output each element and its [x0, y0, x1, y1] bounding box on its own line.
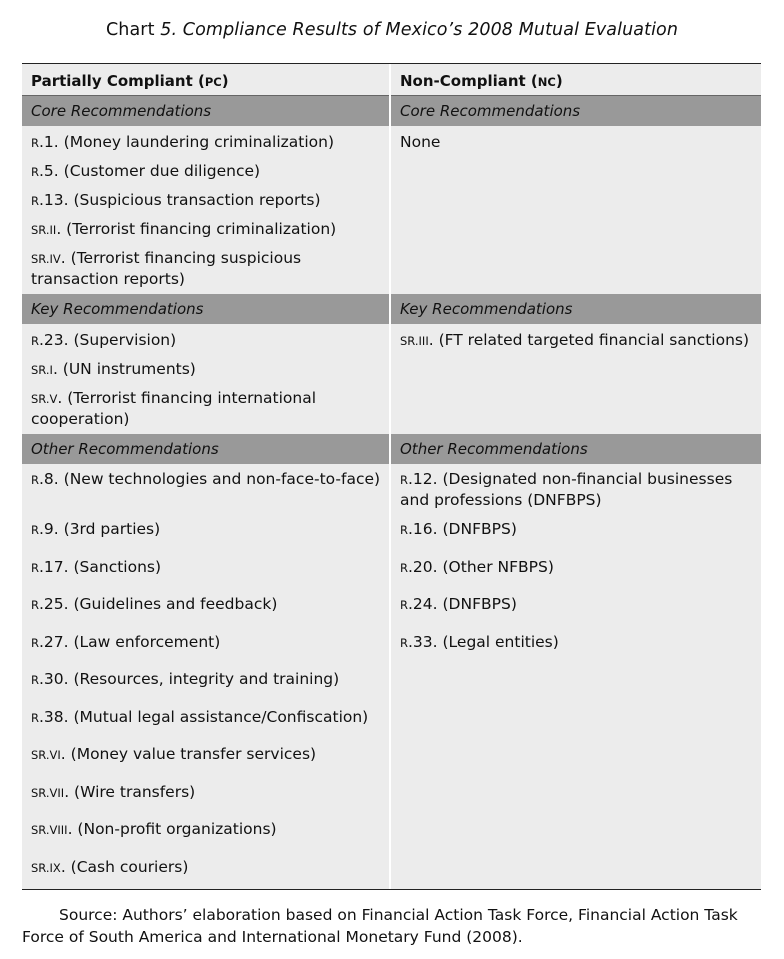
recommendation-text: .1. (Money laundering criminalization): [39, 133, 335, 151]
recommendation-item: [31, 632, 383, 653]
recommendation-code: R: [31, 561, 39, 575]
recommendation-item: [31, 857, 383, 878]
recommendation-text: . (Terrorist financing criminalization): [56, 220, 337, 238]
column-divider: [389, 64, 391, 889]
recommendation-text: .12. (Designated non-financial businesses and professions (DNFBPS): [400, 470, 733, 509]
recommendation-code: R: [31, 165, 39, 179]
recommendation-item: [31, 219, 383, 240]
section-heading: Key Recommendations: [31, 300, 204, 318]
recommendation-item: [31, 161, 383, 182]
recommendation-text: .17. (Sanctions): [39, 558, 162, 576]
recommendation-code: SR.III: [400, 334, 429, 348]
recommendation-text: .16. (DNFBPS): [408, 520, 517, 538]
recommendation-text: .24. (DNFBPS): [408, 595, 517, 613]
chart-title: [0, 20, 784, 40]
recommendation-code: R: [400, 523, 408, 537]
recommendation-text: .33. (Legal entities): [408, 633, 559, 651]
recommendation-item: [31, 359, 383, 380]
recommendation-item: [31, 519, 383, 540]
recommendation-code: R: [31, 334, 39, 348]
recommendation-code: R: [31, 194, 39, 208]
recommendation-text: . (Terrorist financing international cooperation): [31, 389, 317, 428]
recommendation-text: . (FT related targeted financial sanctions): [428, 331, 750, 349]
recommendation-code: R: [31, 136, 39, 150]
header-right-label: Non-Compliant (: [400, 72, 538, 90]
recommendation-code: SR.I: [31, 363, 53, 377]
source-note: Source: Authors’ elaboration based on Financial Action Task Force, Financial Action Task Force of South America and International Monetary Fund (2008).: [22, 906, 738, 946]
recommendation-item: [400, 557, 755, 578]
recommendation-text: . (Cash couriers): [60, 858, 189, 876]
recommendation-text: .25. (Guidelines and feedback): [39, 595, 278, 613]
recommendation-code: SR.V: [31, 392, 58, 406]
recommendation-item: [31, 819, 383, 840]
section-band-core: [22, 96, 761, 126]
recommendation-item: [400, 632, 755, 653]
title-number: 5.: [160, 20, 178, 40]
recommendation-text: .8. (New technologies and non-face-to-face): [39, 470, 381, 488]
recommendation-code: R: [31, 598, 39, 612]
table-header: [22, 64, 761, 96]
recommendation-text: . (Non-profit organizations): [67, 820, 277, 838]
recommendation-item: [31, 707, 383, 728]
header-left-close: ): [221, 72, 229, 90]
recommendation-item: [31, 557, 383, 578]
recommendation-code: SR.VI: [31, 748, 61, 762]
recommendation-item: [31, 248, 383, 289]
header-right-close: ): [555, 72, 563, 90]
recommendation-item: [400, 594, 755, 615]
recommendation-text: . (Wire transfers): [64, 783, 196, 801]
recommendation-text: . (UN instruments): [52, 360, 196, 378]
section-heading: Other Recommendations: [31, 440, 219, 458]
section-band-other: [22, 434, 761, 464]
recommendation-text: .13. (Suspicious transaction reports): [39, 191, 321, 209]
header-partially-compliant: [31, 72, 229, 90]
recommendation-item: [400, 132, 755, 152]
section-heading: Core Recommendations: [400, 102, 581, 120]
recommendation-item: [31, 782, 383, 803]
recommendation-code: SR.IV: [31, 252, 61, 266]
recommendation-text: .38. (Mutual legal assistance/Confiscation): [39, 708, 369, 726]
header-right-abbr: NC: [537, 75, 556, 89]
recommendation-code: SR.VII: [31, 786, 65, 800]
recommendation-item: [31, 388, 383, 429]
recommendation-code: R: [31, 473, 39, 487]
recommendation-code: R: [400, 561, 408, 575]
recommendation-text: .9. (3rd parties): [39, 520, 161, 538]
section-heading: Other Recommendations: [400, 440, 588, 458]
recommendation-item: [400, 469, 755, 510]
compliance-table: [22, 63, 761, 890]
header-left-label: Partially Compliant (: [31, 72, 205, 90]
recommendation-text: .27. (Law enforcement): [39, 633, 221, 651]
recommendation-text: .23. (Supervision): [39, 331, 177, 349]
recommendation-text: . (Money value transfer services): [60, 745, 317, 763]
header-non-compliant: [400, 72, 563, 90]
recommendation-item: [31, 594, 383, 615]
recommendation-item: [31, 469, 383, 490]
section-heading: Key Recommendations: [400, 300, 573, 318]
recommendation-text: None: [400, 133, 441, 151]
recommendation-text: .5. (Customer due diligence): [39, 162, 261, 180]
recommendation-code: SR.VIII: [31, 823, 68, 837]
recommendation-item: [400, 519, 755, 540]
recommendation-item: [31, 330, 383, 351]
title-prefix: Chart: [105, 20, 161, 40]
recommendation-item: [400, 330, 755, 351]
recommendation-code: R: [31, 711, 39, 725]
recommendation-code: R: [31, 523, 39, 537]
recommendation-item: [31, 669, 383, 690]
recommendation-text: .20. (Other NFBPS): [408, 558, 554, 576]
recommendation-item: [31, 744, 383, 765]
recommendation-text: .30. (Resources, integrity and training): [39, 670, 340, 688]
recommendation-code: SR.II: [31, 223, 57, 237]
recommendation-code: R: [31, 673, 39, 687]
recommendation-code: R: [400, 473, 408, 487]
header-left-abbr: PC: [204, 75, 222, 89]
recommendation-code: R: [400, 636, 408, 650]
title-text: Compliance Results of Mexico’s 2008 Mutual Evaluation: [177, 20, 679, 40]
section-heading: Core Recommendations: [31, 102, 212, 120]
recommendation-text: . (Terrorist financing suspicious transaction reports): [31, 249, 302, 288]
recommendation-item: [31, 190, 383, 211]
recommendation-code: SR.IX: [31, 861, 61, 875]
recommendation-code: R: [31, 636, 39, 650]
section-band-key: [22, 294, 761, 324]
recommendation-item: [31, 132, 383, 153]
recommendation-code: R: [400, 598, 408, 612]
